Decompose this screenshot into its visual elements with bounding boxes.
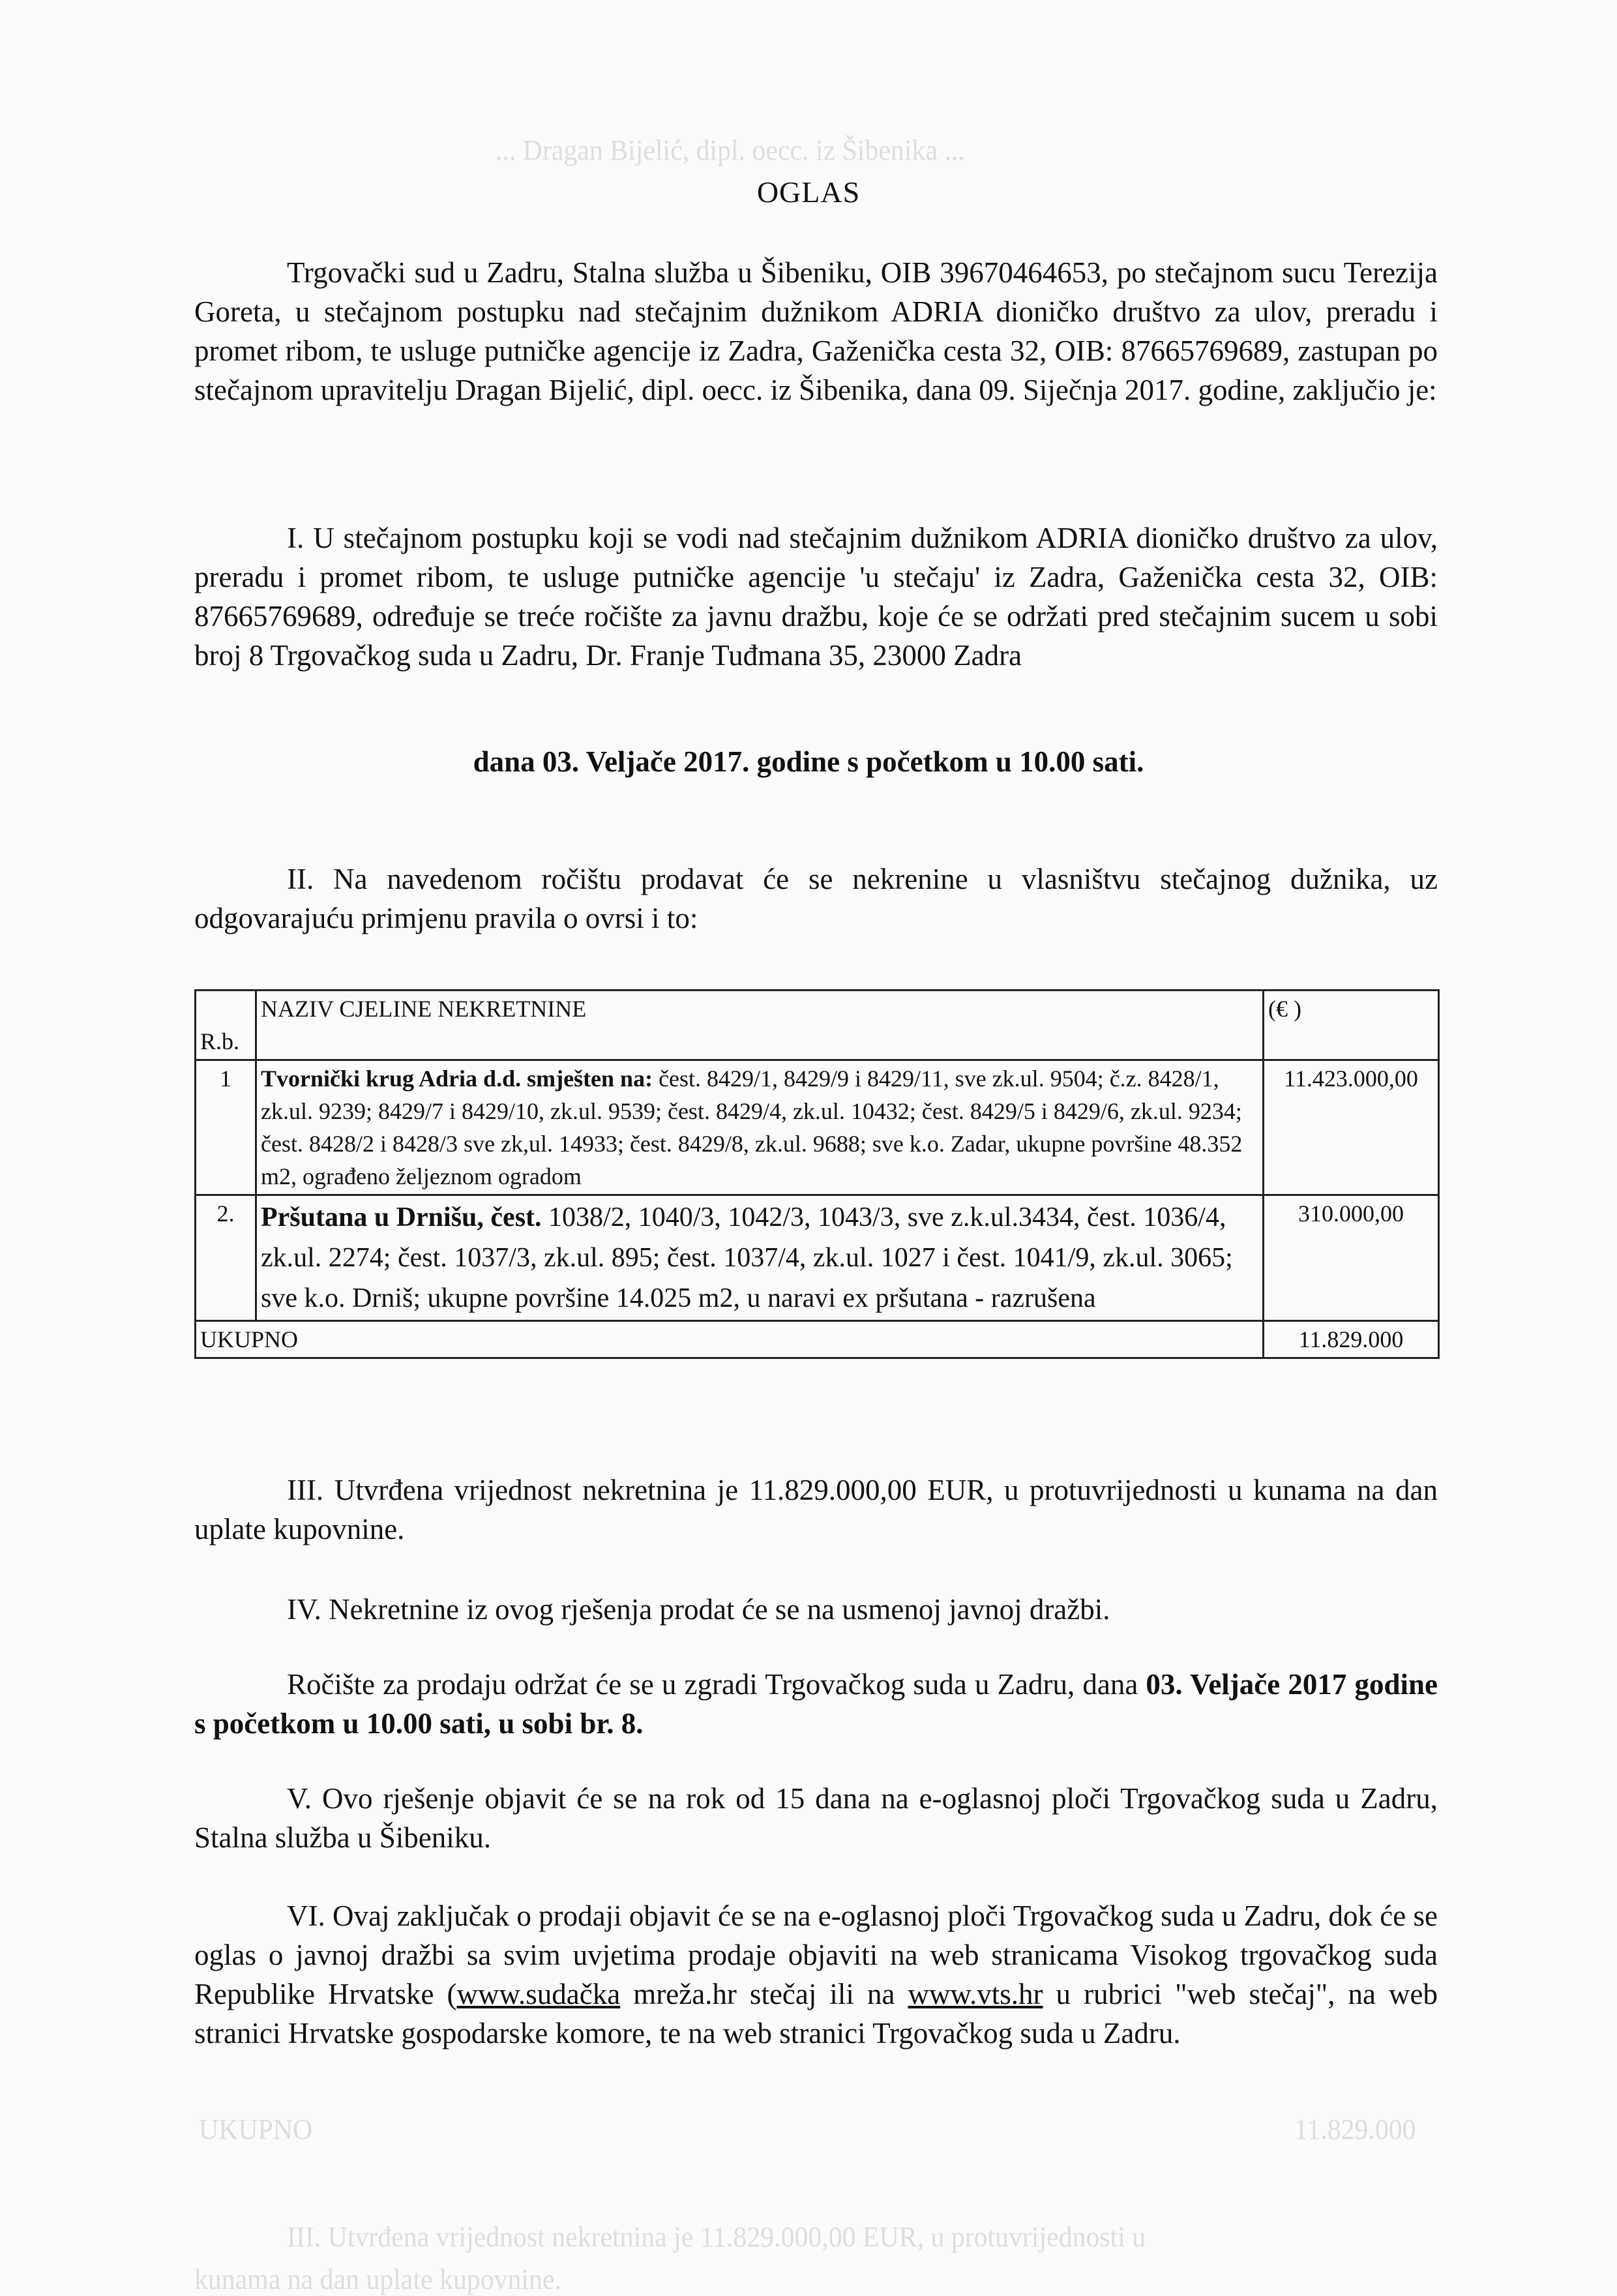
section-2-paragraph xyxy=(194,859,1438,938)
header-name: NAZIV CJELINE NEKRETNINE xyxy=(256,991,1264,1060)
table-header-row xyxy=(196,991,1439,1060)
bleed-through-top: ... Dragan Bijelić, dipl. oecc. iz Šibenika ... xyxy=(496,134,965,166)
row-1-name-bold: Tvornički krug Adria d.d. smješten na: xyxy=(261,1066,653,1092)
section-4-text: IV. Nekretnine iz ovog rješenja prodat će se na usmenoj javnoj dražbi. xyxy=(287,1593,1110,1626)
row-2-name-rest: 1038/2, 1040/3, 1042/3, 1043/3, sve z.k.ul.3434, čest. 1036/4, zk.ul. 2274; čest. 1037/3, zk.ul. 895; čest. 1037/4, zk.ul. 1027 i čest. 1041/9, zk.ul. 3065; sve k.o. Drniš; ukupne površine 14.025 m2, u naravi ex pršutana - razrušena xyxy=(261,1202,1233,1313)
row-1-rb: 1 xyxy=(196,1060,256,1195)
bleed-through-total-label: UKUPNO xyxy=(199,2113,313,2145)
header-value: (€ ) xyxy=(1264,991,1439,1060)
vts-link[interactable]: www.vts.hr xyxy=(908,1978,1043,2010)
row-2-rb: 2. xyxy=(196,1195,256,1321)
row-1-name-rest: čest. 8429/1, 8429/9 i 8429/11, sve zk.ul. 9504; č.z. 8428/1, zk.ul. 9239; 8429/7 i 8429/10, zk.ul. 9539; čest. 8429/4, zk.ul. 10432; čest. 8429/5 i 8429/6, zk.ul. 9234; čest. 8428/2 i 8428/3 sve zk,ul. 14933; čest. 8429/8, zk.ul. 9688; sve k.o. Zadar, ukupne površine 48.352 m2, ograđeno željeznom ogradom xyxy=(261,1066,1243,1189)
section-3-paragraph xyxy=(194,1470,1438,1549)
section-5-paragraph xyxy=(194,1779,1438,1857)
bleed-through-section-3: III. Utvrđena vrijednost nekretnina je 11.829.000,00 EUR, u protuvrijednosti u xyxy=(287,2221,1146,2253)
section-1-text: I. U stečajnom postupku koji se vodi nad stečajnim dužnikom ADRIA dioničko društvo za ulov, preradu i promet ribom, te usluge putničke agencije 'u stečaju' iz Zadra, Gaženička cesta 32, OIB: 87665769689, određuje se treće ročište za javnu dražbu, koje će se održati pred stečajnim sucem u sobi broj 8 Trgovačkog suda u Zadru, Dr. Franje Tuđmana 35, 23000 Zadra xyxy=(194,522,1438,672)
bleed-through-total-value: 11.829.000 xyxy=(1294,2113,1416,2145)
row-2-name xyxy=(256,1195,1264,1321)
table-total-row xyxy=(196,1321,1439,1358)
row-1-value: 11.423.000,00 xyxy=(1264,1060,1439,1195)
sudacka-mreza-link[interactable]: www.sudačka xyxy=(456,1978,621,2010)
bleed-through-section-3-cont: kunama na dan uplate kupovnine. xyxy=(194,2263,561,2295)
row-2-name-bold: Pršutana u Drnišu, čest. xyxy=(261,1202,542,1232)
row-1-name xyxy=(256,1060,1264,1195)
intro-text: Trgovački sud u Zadru, Stalna služba u Šibeniku, OIB 39670464653, po stečajnom sucu Terezija Goreta, u stečajnom postupku nad stečajnim dužnikom ADRIA dioničko društvo za ulov, preradu i promet ribom, te usluge putničke agencije iz Zadra, Gaženička cesta 32, OIB: 87665769689, zastupan po stečajnom upravitelju Dragan Bijelić, dipl. oecc. iz Šibenika, dana 09. Siječnja 2017. godine, zaključio je: xyxy=(194,256,1438,406)
auction-date-line: dana 03. Veljače 2017. godine s početkom u 10.00 sati. xyxy=(473,745,1144,778)
table-row xyxy=(196,1195,1439,1321)
document-title: OGLAS xyxy=(756,175,861,209)
section-3-text: III. Utvrđena vrijednost nekretnina je 11.829.000,00 EUR, u protuvrijednosti u kunama na dan uplate kupovnine. xyxy=(194,1474,1438,1545)
section-6-text-b: mreža.hr stečaj ili na xyxy=(620,1978,908,2010)
total-label: UKUPNO xyxy=(196,1321,1264,1358)
section-5-text: V. Ovo rješenje objavit će se na rok od 15 dana na e-oglasnoj ploči Trgovačkog suda u Zadru, Stalna služba u Šibeniku. xyxy=(194,1782,1438,1854)
hearing-text: Ročište za prodaju održat će se u zgradi Trgovačkog suda u Zadru, dana xyxy=(287,1668,1146,1701)
section-6-paragraph xyxy=(194,1896,1438,2053)
section-1-paragraph xyxy=(194,518,1438,675)
total-value: 11.829.000 xyxy=(1264,1321,1439,1358)
hearing-paragraph xyxy=(194,1665,1438,1743)
section-2-text: II. Na navedenom ročištu prodavat će se nekrenine u vlasništvu stečajnog dužnika, uz odgovarajuću primjenu pravila o ovrsi i to: xyxy=(194,863,1438,934)
property-table xyxy=(194,989,1440,1359)
header-rb: R.b. xyxy=(196,991,256,1060)
intro-paragraph xyxy=(194,253,1438,410)
row-2-value: 310.000,00 xyxy=(1264,1195,1439,1321)
section-6-text-c: u rubrici "web stečaj", na web stranici Hrvatske gospodarske komore, te na web stranici Trgovačkog suda u Zadru. xyxy=(194,1978,1438,2050)
hearing-date-bold: 03. Veljače 2017 godine s početkom u 10.00 sati, u sobi br. 8. xyxy=(194,1668,1438,1740)
section-6-text-a: VI. Ovaj zaključak o prodaji objavit će se na e-oglasnoj ploči Trgovačkog suda u Zadru, dok će se oglas o javnoj dražbi sa svim uvjetima prodaje objaviti na web stranicama Visokog trgovačkog suda Republike Hrvatske ( xyxy=(194,1900,1438,2010)
section-4-paragraph xyxy=(194,1590,1438,1629)
table-row xyxy=(196,1060,1439,1195)
